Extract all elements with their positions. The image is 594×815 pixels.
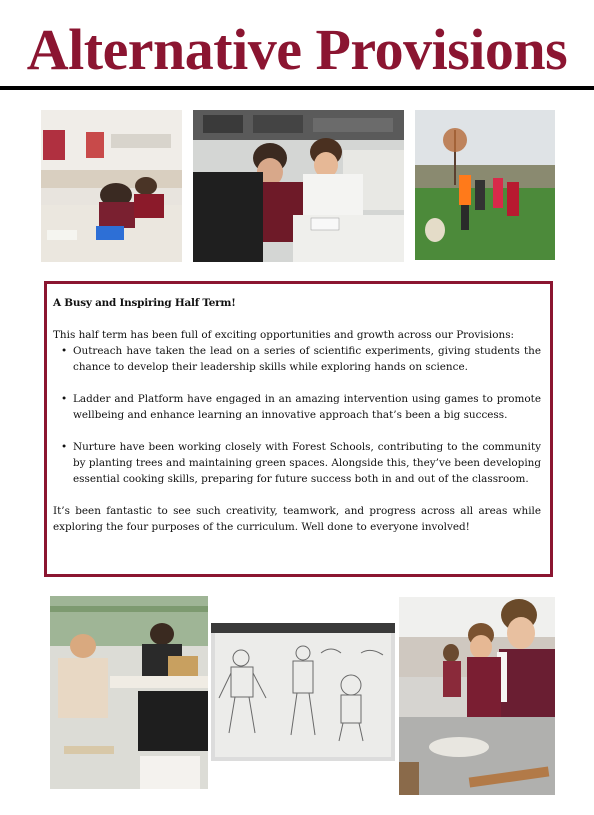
bullet-icon: •: [61, 393, 68, 405]
article-intro: This half term has been full of exciting opportunities and growth across our Provisions:: [53, 329, 515, 341]
list-item: • Ladder and Platform have engaged in an amazing intervention using games to promote wellbeing and enhance learning an innovative approach that’s been a big success.: [61, 393, 541, 421]
article-bullet-list: [53, 343, 541, 487]
bullet-icon: •: [61, 345, 68, 357]
article-closing: It’s been fantastic to see such creativity, teamwork, and progress across all areas while exploring the four purposes of the curriculum. Well done to everyone involved!: [53, 505, 541, 533]
list-item: • Nurture have been working closely with Forest Schools, contributing to the community by planting trees and maintaining green spaces. Alongside this, they’ve been developing essential cooking skills, preparing for future success both in and out of the classroom.: [61, 441, 541, 485]
page-title: Alternative Provisions: [26, 17, 568, 82]
photo-classroom-experiment: [41, 110, 182, 262]
bullet-icon: •: [61, 441, 68, 453]
title-divider: [0, 86, 594, 90]
photo-cooking-class: [399, 597, 555, 795]
article-heading: A Busy and Inspiring Half Term!: [53, 297, 236, 309]
list-item: • Outreach have taken the lead on a series of scientific experiments, giving students the chance to develop their leadership skills while exploring hands on science.: [61, 345, 541, 373]
photo-robot-sketches: [211, 623, 395, 761]
photo-forest-school-planting: [415, 110, 555, 260]
article-box: [44, 281, 553, 577]
photo-students-gaming: [193, 110, 404, 262]
photo-mentoring-laptop: [50, 596, 208, 789]
